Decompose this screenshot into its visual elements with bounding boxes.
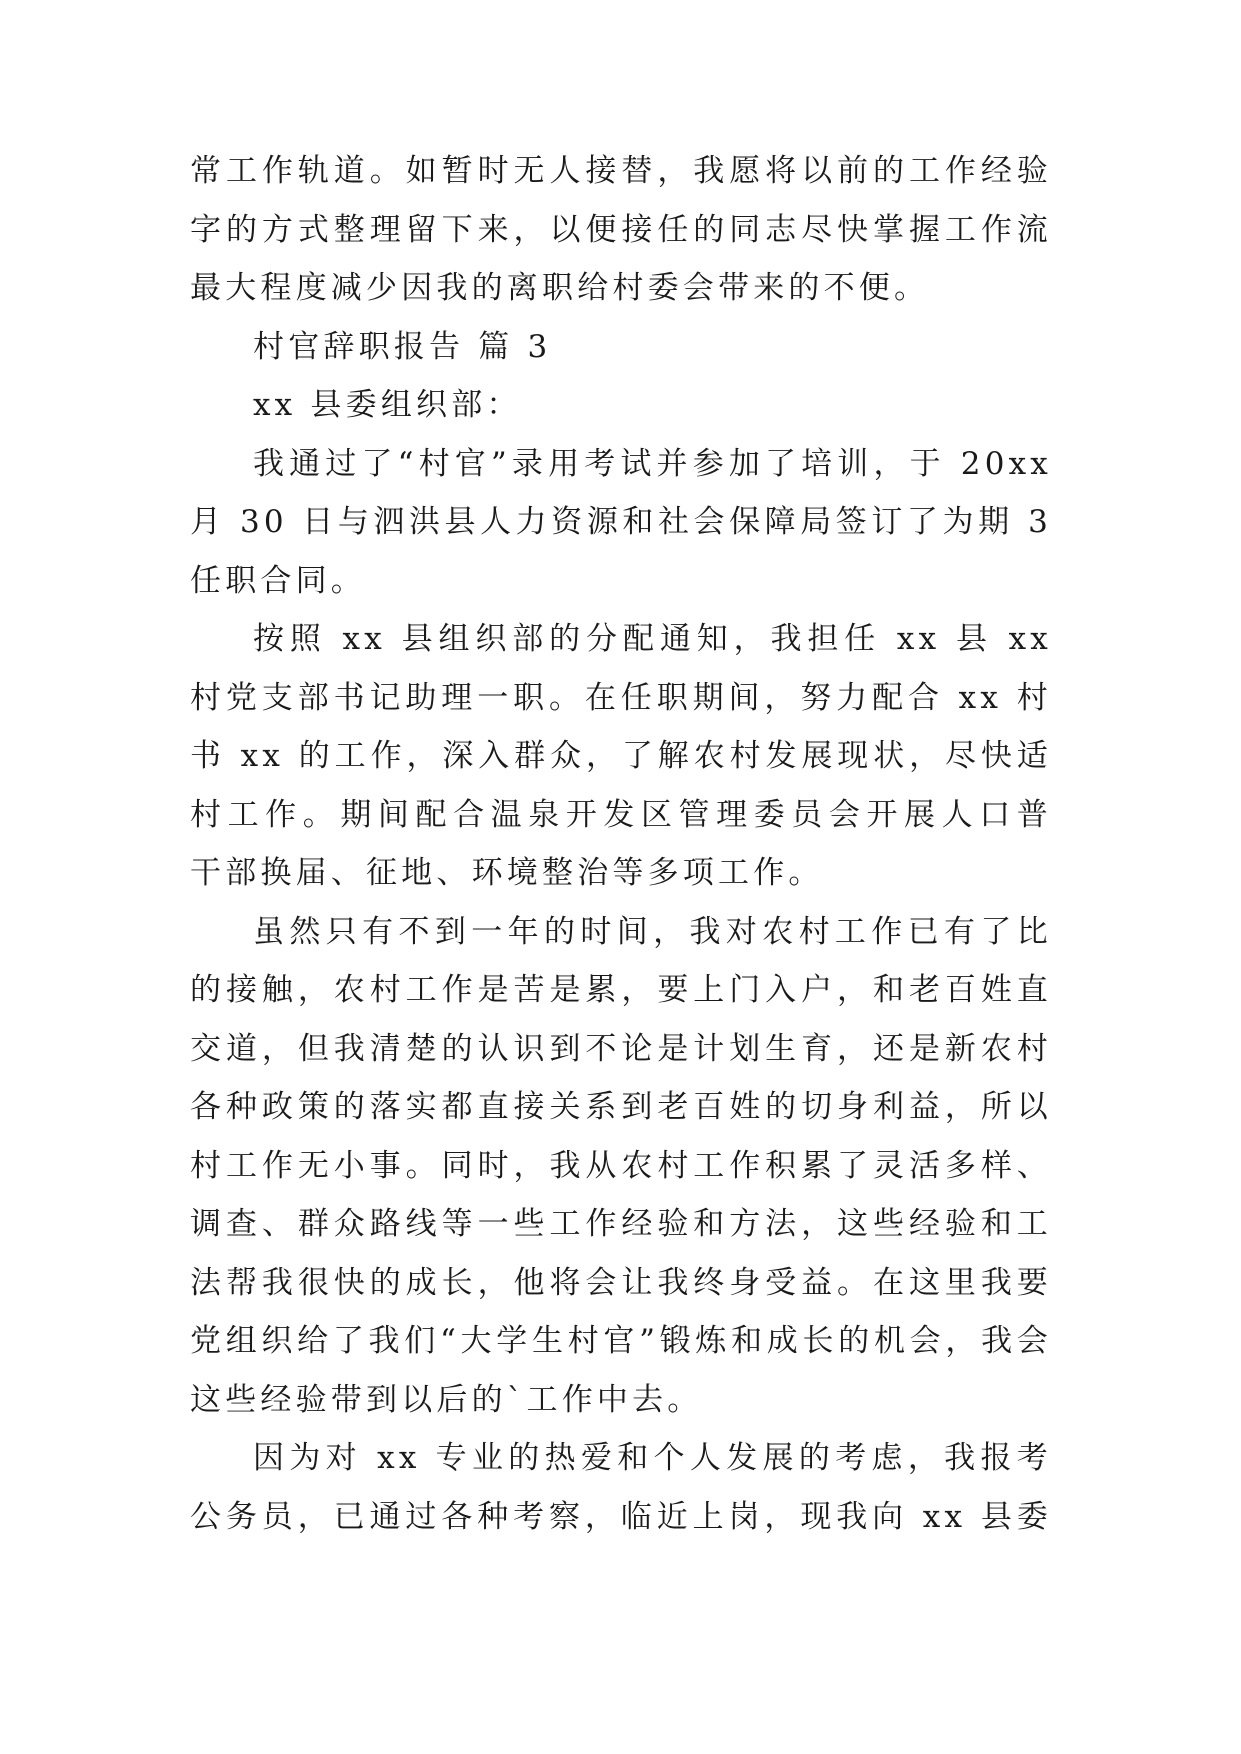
body-line: 村党支部书记助理一职。在任职期间，努力配合 xx 村 (190, 679, 1052, 716)
section-heading: 村官辞职报告 篇 3 (253, 328, 552, 365)
body-line: 的接触，农村工作是苦是累，要上门入户，和老百姓直 (190, 972, 1052, 1008)
document-body (190, 142, 1052, 1546)
body-line: 最大程度减少因我的离职给村委会带来的不便。 (190, 270, 930, 306)
body-line: 村工作。期间配合温泉开发区管理委员会开展人口普 (190, 796, 1052, 833)
salutation: xx 县委组织部： (253, 387, 522, 423)
body-line: 公务员，已通过各种考察，临近上岗，现我向 xx 县委 (190, 1498, 1052, 1535)
body-line: 各种政策的落实都直接关系到老百姓的切身利益，所以 (190, 1089, 1052, 1125)
body-line: 月 30 日与泗洪县人力资源和社会保障局签订了为期 3 (190, 504, 1052, 540)
body-line: 任职合同。 (190, 562, 366, 599)
body-line: 干部换届、征地、环境整治等多项工作。 (190, 855, 824, 891)
body-line: 这些经验带到以后的`工作中去。 (190, 1381, 703, 1418)
body-line: 党组织给了我们“大学生村官”锻炼和成长的机会，我会 (190, 1323, 1052, 1359)
body-line: 交道，但我清楚的认识到不论是计划生育，还是新农村 (190, 1030, 1052, 1067)
body-line: 法帮我很快的成长，他将会让我终身受益。在这里我要 (190, 1264, 1052, 1301)
body-line: 按照 xx 县组织部的分配通知，我担任 xx 县 xx (253, 621, 1052, 657)
body-line: 调查、群众路线等一些工作经验和方法，这些经验和工 (190, 1206, 1052, 1242)
body-line: 因为对 xx 专业的热爱和个人发展的考虑，我报考 (253, 1440, 1052, 1476)
body-line: 书 xx 的工作，深入群众，了解农村发展现状，尽快适 (190, 738, 1052, 774)
body-line: 我通过了“村官”录用考试并参加了培训，于 20xx (253, 445, 1052, 482)
body-line: 常工作轨道。如暂时无人接替，我愿将以前的工作经验 (190, 153, 1052, 189)
body-line: 虽然只有不到一年的时间，我对农村工作已有了比 (253, 913, 1052, 950)
body-line: 字的方式整理留下来，以便接任的同志尽快掌握工作流 (190, 211, 1052, 248)
body-line: 村工作无小事。同时，我从农村工作积累了灵活多样、 (190, 1147, 1052, 1184)
